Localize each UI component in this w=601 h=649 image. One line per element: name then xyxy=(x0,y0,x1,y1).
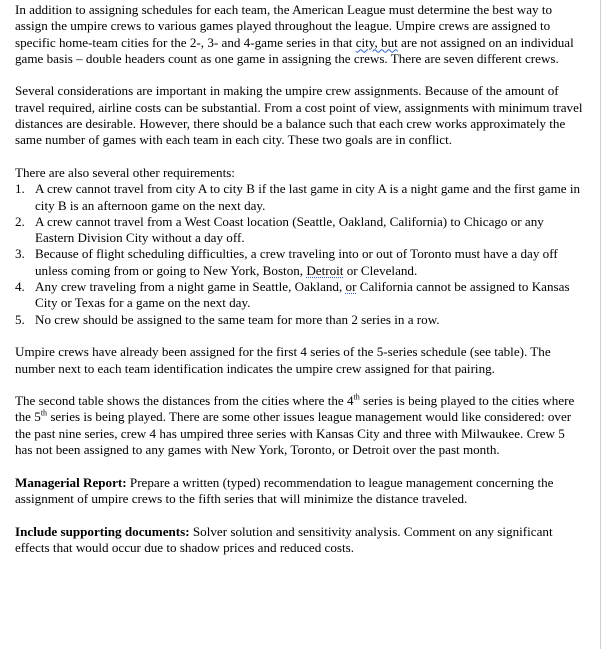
requirements-list xyxy=(15,181,584,328)
supporting-documents-label: Include supporting documents: xyxy=(15,523,190,539)
grammar-flag-or: or xyxy=(345,279,357,295)
list-item-text-pre: Because of flight scheduling difficulties, a crew traveling into or out of Toronto must have a day off unless coming from or going to New York, Boston, xyxy=(35,246,558,278)
list-item xyxy=(15,279,584,312)
managerial-report-text: Prepare a written (typed) recommendation to league management concerning the assignment of umpire crews to the fifth series that will minimize the distance traveled. xyxy=(15,474,554,506)
list-item-number: 2. xyxy=(15,213,25,229)
list-item-text-post: California cannot be assigned to Kansas City or Texas for a game on the next day. xyxy=(35,279,570,311)
list-item xyxy=(15,246,584,279)
list-item-text-pre: Any crew traveling from a night game in Seattle, Oakland, xyxy=(35,279,346,295)
list-item xyxy=(15,312,584,328)
superscript-th: th xyxy=(353,392,360,402)
managerial-report-paragraph xyxy=(15,475,584,508)
list-item-number: 1. xyxy=(15,181,25,197)
list-item-text: A crew cannot travel from city A to city B if the last game in city A is a night game and the first game in city B is an afternoon game on the next day. xyxy=(35,181,581,213)
list-item-text xyxy=(35,279,584,312)
assigned-paragraph: Umpire crews have already been assigned for the first 4 series of the 5-series schedule (see table). The number next to each team identification indicates the umpire crew assigned for that pairing. xyxy=(15,344,551,376)
intro-paragraph xyxy=(15,2,584,67)
intro-text-1: In addition to assigning schedules for each team, the American League must determine the best way to assign the umpire crews to various games played throughout the league. Umpire crews are assigned to specific home-team cities for the 2-, 3- and 4-game series in that xyxy=(15,2,553,50)
list-item-text: No crew should be assigned to the same team for more than 2 series in a row. xyxy=(35,311,440,327)
requirements-heading: There are also several other requirements: xyxy=(15,164,235,180)
supporting-documents-paragraph xyxy=(15,524,584,557)
list-item-text xyxy=(35,246,584,279)
superscript-th: th xyxy=(40,409,48,419)
list-item-text-post: or Cleveland. xyxy=(343,262,418,278)
grammar-flag-city-but: city, but xyxy=(355,34,398,50)
managerial-report-label: Managerial Report: xyxy=(15,474,127,490)
list-item xyxy=(15,214,584,247)
supporting-documents-text: Solver solution and sensitivity analysis. Comment on any significant effects that would occur due to shadow prices and reduced costs. xyxy=(15,523,553,555)
grammar-flag-detroit: Detroit xyxy=(306,262,344,278)
list-item-number: 5. xyxy=(15,311,25,327)
list-item-text: A crew cannot travel from a West Coast location (Seattle, Oakland, California) to Chicago or any Eastern Division City without a day off. xyxy=(35,213,544,246)
list-item xyxy=(15,181,584,214)
list-item-number: 3. xyxy=(15,246,25,262)
second-table-text-3: series is being played. There are some other issues league management would like considered: over the past nine series, crew 4 has umpired three series with Kansas City and three with Milwaukee. Crew 5 has not been assigned to any games with New York, Toronto, or Detroit over the past month. xyxy=(15,409,572,458)
intro-text-2: are not assigned on an individual game basis – double headers count as one game in assigning the crews. There are seven different crews. xyxy=(15,34,574,66)
second-table-text-2: series is being played to the cities where the 5 xyxy=(15,393,575,425)
list-item-number: 4. xyxy=(15,279,25,295)
second-table-text-1: The second table shows the distances from the cities where the 4 xyxy=(15,393,354,409)
second-table-paragraph xyxy=(15,393,584,458)
considerations-paragraph: Several considerations are important in making the umpire crew assignments. Because of the amount of travel required, airline costs can be substantial. From a cost point of view, assignments with minimum travel distances are desirable. However, there should be a balance such that each crew works approximately the same number of games with each team in each city. These two goals are in conflict. xyxy=(15,83,583,148)
